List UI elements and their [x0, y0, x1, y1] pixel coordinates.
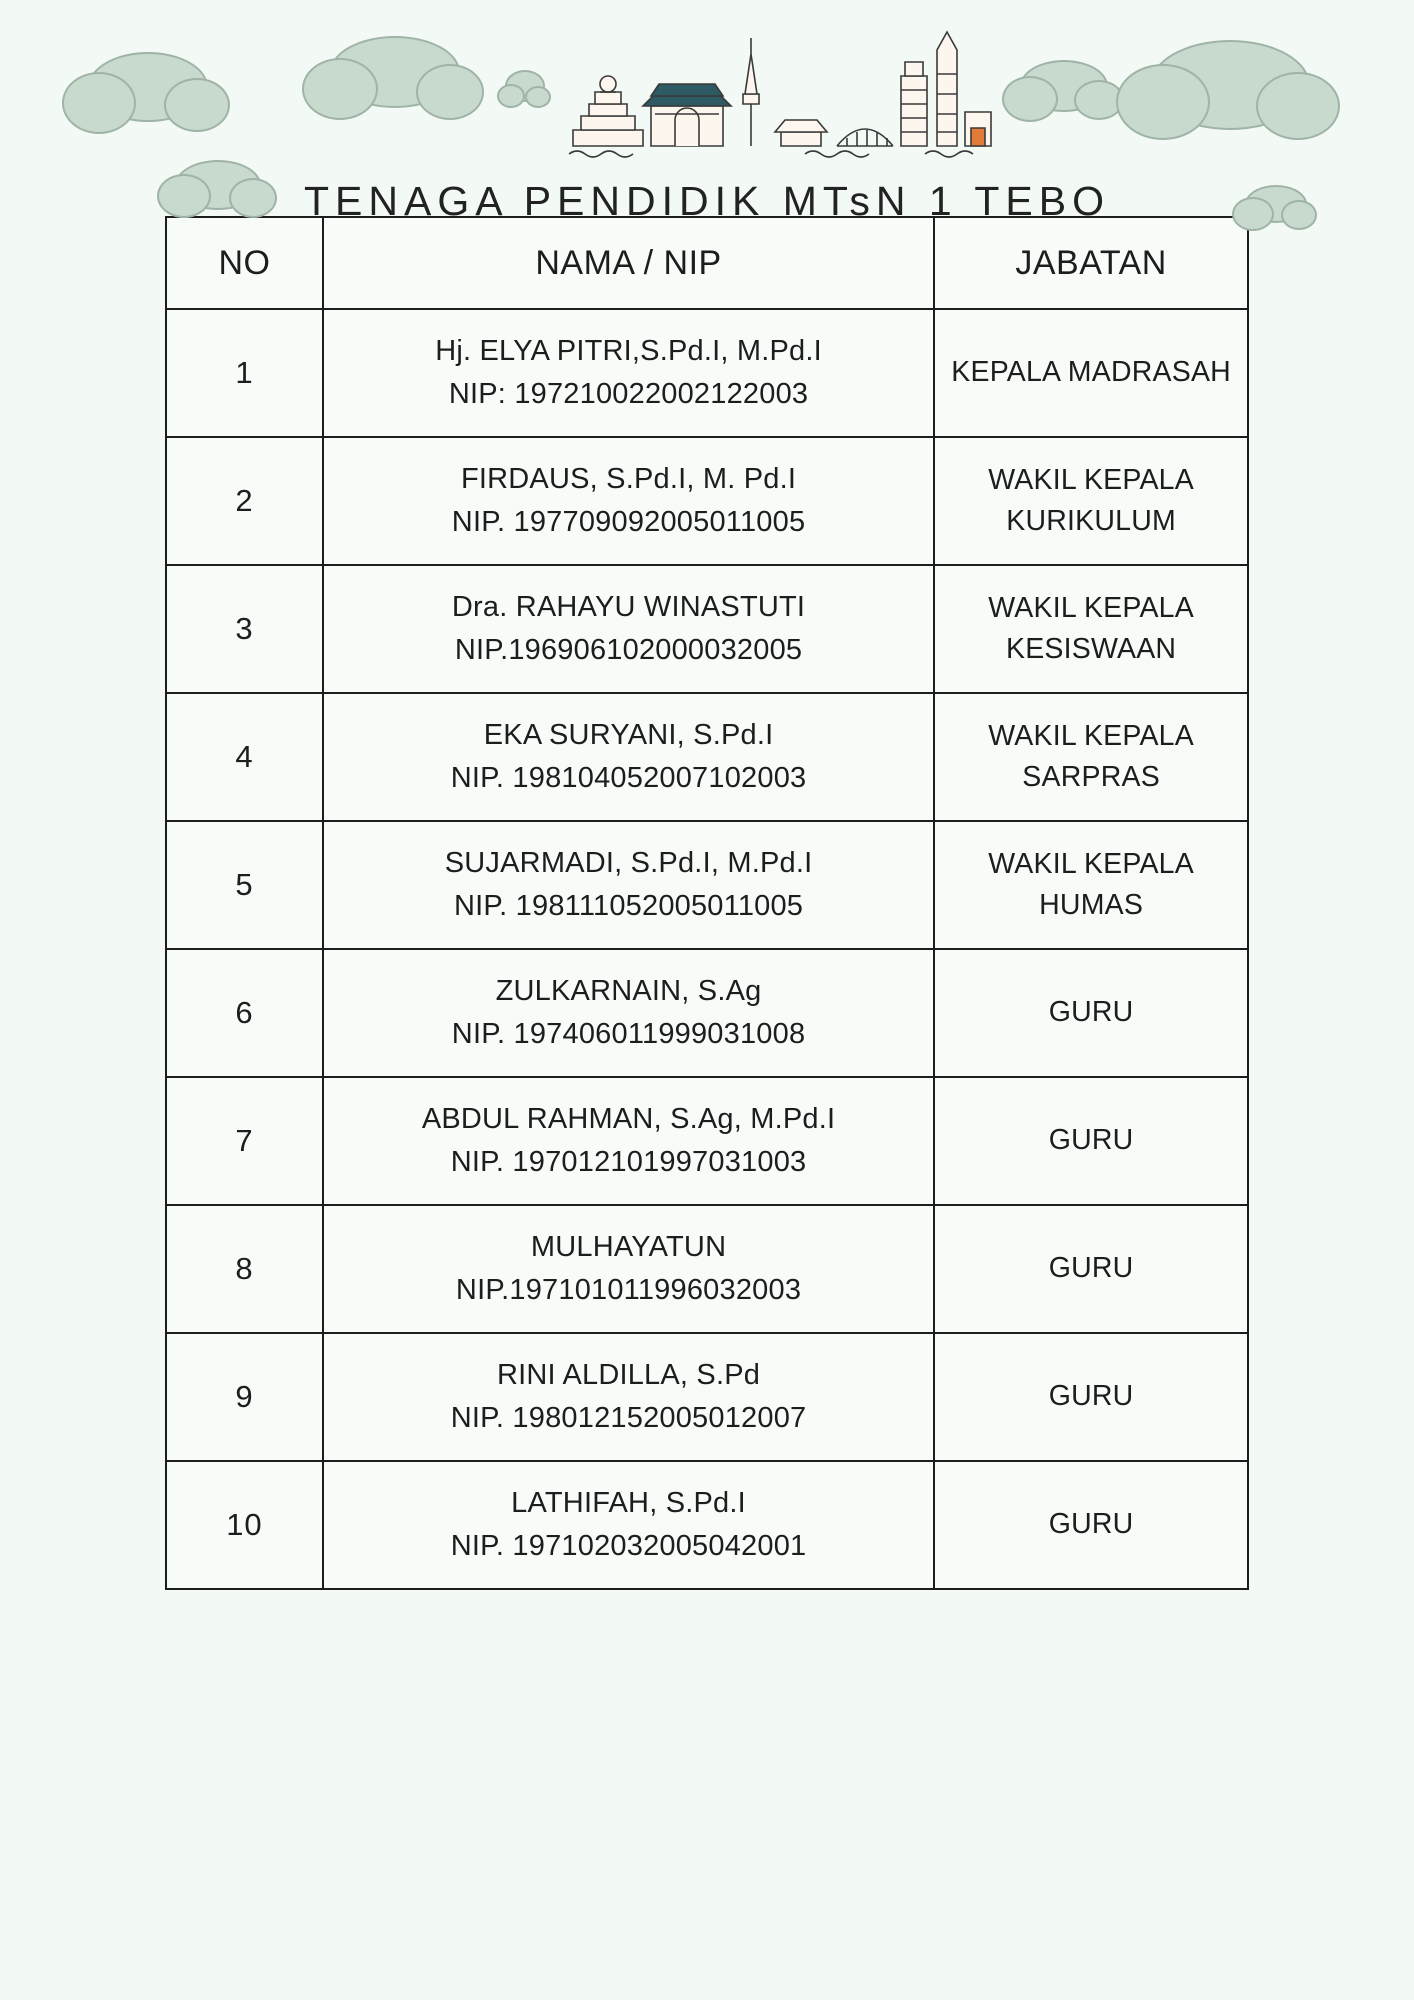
row-name-nip — [323, 821, 934, 949]
row-name-nip — [323, 437, 934, 565]
row-jabatan: WAKIL KEPALA KURIKULUM — [934, 437, 1248, 565]
table-row — [166, 1461, 1248, 1589]
row-number: 8 — [166, 1205, 323, 1333]
row-number: 7 — [166, 1077, 323, 1205]
row-jabatan: WAKIL KEPALA SARPRAS — [934, 693, 1248, 821]
city-skyline-icon — [555, 18, 995, 163]
column-header-nama-nip: NAMA / NIP — [323, 217, 934, 309]
table-row — [166, 1077, 1248, 1205]
staff-name: ZULKARNAIN, S.Ag — [495, 974, 762, 1007]
staff-table-container — [0, 216, 1414, 1630]
cloud-icon — [88, 52, 208, 122]
staff-name: ABDUL RAHMAN, S.Ag, M.Pd.I — [421, 1102, 836, 1135]
table-body — [166, 309, 1248, 1589]
staff-name: EKA SURYANI, S.Pd.I — [483, 718, 774, 751]
table-row — [166, 1205, 1248, 1333]
row-number: 9 — [166, 1333, 323, 1461]
staff-name: Dra. RAHAYU WINASTUTI — [451, 590, 806, 623]
table-row — [166, 437, 1248, 565]
row-name-nip — [323, 693, 934, 821]
table-row — [166, 949, 1248, 1077]
table-header-row — [166, 217, 1248, 309]
row-name-nip — [323, 565, 934, 693]
cloud-icon — [1020, 60, 1108, 112]
staff-nip: NIP. 198012152005012007 — [450, 1402, 807, 1434]
page-title: TENAGA PENDIDIK MTsN 1 TEBO — [304, 178, 1110, 224]
table-row — [166, 1333, 1248, 1461]
row-jabatan: GURU — [934, 949, 1248, 1077]
table-row — [166, 821, 1248, 949]
staff-nip: NIP. 197709092005011005 — [451, 506, 806, 538]
staff-name: LATHIFAH, S.Pd.I — [511, 1486, 746, 1519]
staff-nip: NIP. 197102032005042001 — [450, 1530, 807, 1562]
row-name-nip — [323, 1461, 934, 1589]
table-row — [166, 693, 1248, 821]
row-jabatan: GURU — [934, 1205, 1248, 1333]
staff-nip: NIP: 197210022002122003 — [448, 378, 809, 410]
row-number: 2 — [166, 437, 323, 565]
row-jabatan: GURU — [934, 1461, 1248, 1589]
staff-name: SUJARMADI, S.Pd.I, M.Pd.I — [444, 846, 813, 879]
row-number: 6 — [166, 949, 323, 1077]
row-jabatan: KEPALA MADRASAH — [934, 309, 1248, 437]
row-number: 4 — [166, 693, 323, 821]
row-name-nip — [323, 1205, 934, 1333]
row-number: 10 — [166, 1461, 323, 1589]
staff-nip: NIP. 197012101997031003 — [450, 1146, 807, 1178]
staff-table — [165, 216, 1249, 1590]
row-jabatan: GURU — [934, 1333, 1248, 1461]
staff-name: FIRDAUS, S.Pd.I, M. Pd.I — [460, 462, 797, 495]
row-name-nip — [323, 309, 934, 437]
staff-nip: NIP. 198104052007102003 — [450, 762, 807, 794]
staff-nip: NIP.196906102000032005 — [454, 634, 803, 666]
staff-nip: NIP. 198111052005011005 — [453, 890, 804, 922]
table-head — [166, 217, 1248, 309]
row-number: 5 — [166, 821, 323, 949]
row-name-nip — [323, 949, 934, 1077]
row-number: 3 — [166, 565, 323, 693]
staff-name: Hj. ELYA PITRI,S.Pd.I, M.Pd.I — [435, 334, 822, 367]
staff-name: RINI ALDILLA, S.Pd — [496, 1358, 761, 1391]
staff-name: MULHAYATUN — [530, 1230, 727, 1263]
row-number: 1 — [166, 309, 323, 437]
column-header-jabatan: JABATAN — [934, 217, 1248, 309]
row-name-nip — [323, 1333, 934, 1461]
cloud-icon — [330, 36, 460, 108]
row-jabatan: WAKIL KEPALA HUMAS — [934, 821, 1248, 949]
table-row — [166, 565, 1248, 693]
row-jabatan: WAKIL KEPALA KESISWAAN — [934, 565, 1248, 693]
staff-nip: NIP. 197406011999031008 — [451, 1018, 806, 1050]
row-jabatan: GURU — [934, 1077, 1248, 1205]
column-header-no: NO — [166, 217, 323, 309]
decorative-header — [0, 0, 1414, 230]
cloud-icon — [505, 70, 545, 102]
row-name-nip — [323, 1077, 934, 1205]
table-row — [166, 309, 1248, 437]
cloud-icon — [1150, 40, 1310, 130]
staff-nip: NIP.197101011996032003 — [455, 1274, 802, 1306]
